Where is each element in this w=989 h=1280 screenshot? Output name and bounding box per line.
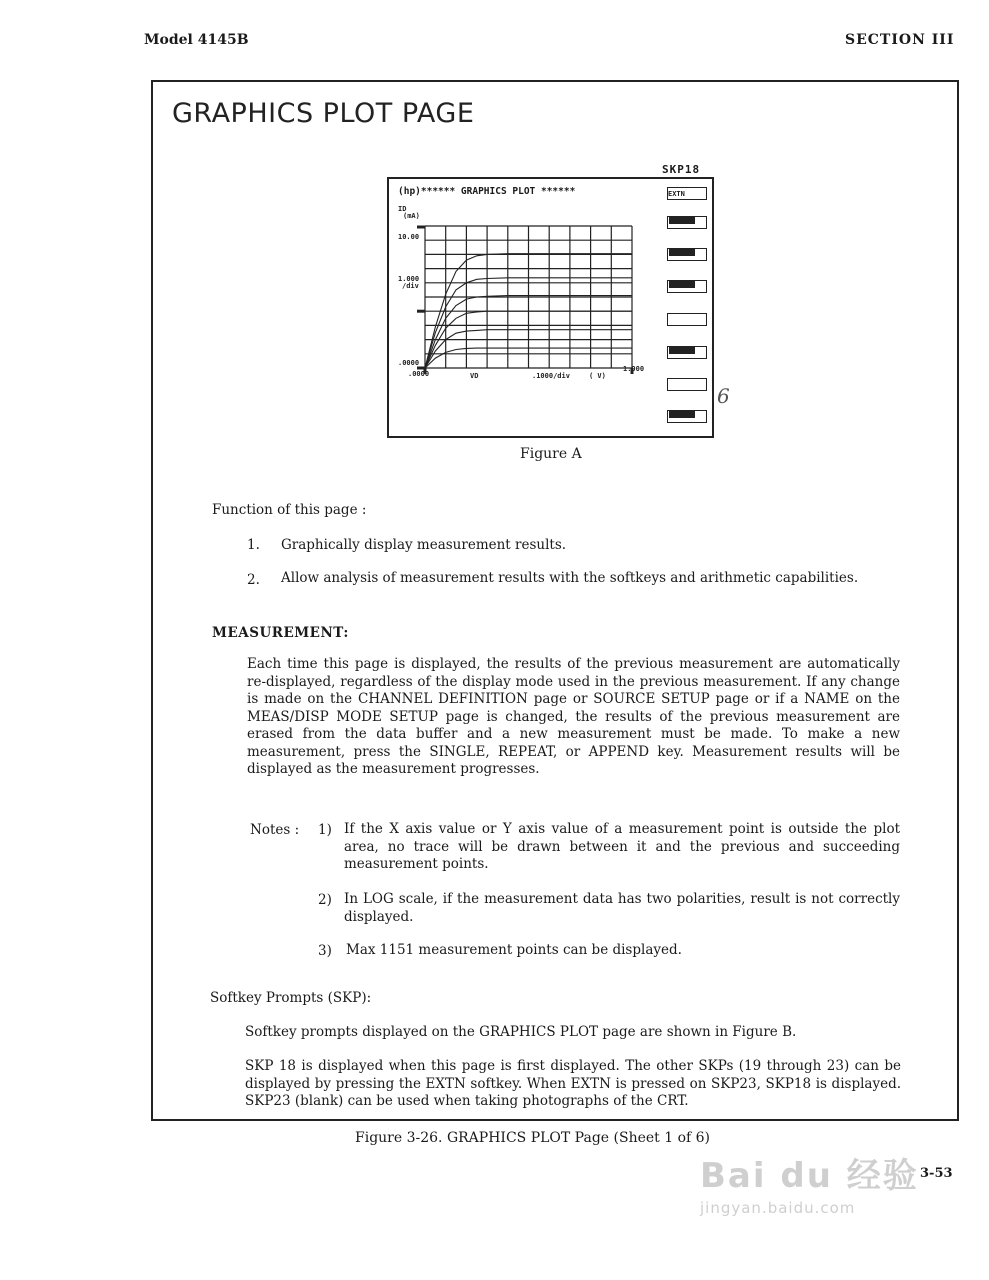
baidu-watermark [700, 1148, 919, 1217]
function-item-1-text: Graphically display measurement results. [281, 537, 567, 553]
y-axis-unit: (mA) [403, 212, 420, 220]
skp-label: SKP18 [662, 163, 701, 176]
softkey-8 [667, 410, 707, 423]
function-heading: Function of this page : [212, 502, 367, 518]
note-3-text: Max 1151 measurement points can be displayed. [346, 942, 682, 958]
note-2-text: In LOG scale, if the measurement data has two polarities, result is not correctly displayed. [344, 891, 900, 925]
page-title: GRAPHICS PLOT PAGE [172, 98, 475, 129]
softkey-6 [667, 346, 707, 359]
x-left-label: .0000 [408, 370, 430, 378]
function-item-1-num: 1. [247, 537, 260, 553]
y-top-label: 10.00 [398, 233, 420, 241]
softkey-prompts-heading: Softkey Prompts (SKP): [210, 990, 372, 1006]
function-item-2-num: 2. [247, 572, 260, 588]
measurement-body: Each time this page is displayed, the results of the previous measurement are automatically re-displayed, regardless of the display mode used in the previous measurement. If any change is made on the CHANNEL DEFINITION page or SOURCE SETUP page or if a NAME on the MEAS/DISP MODE SETUP page is changed, the results of the previous measurement are erased from the data buffer and a new measurement must be made. To make a new measurement, press the SINGLE, REPEAT, or APPEND key. Measurement results will be displayed as the measurement progresses. [247, 656, 900, 777]
header-model: Model 4145B [144, 32, 249, 48]
note-1-num: 1) [318, 822, 332, 838]
x-unit-label: ( V) [589, 372, 606, 380]
x-right-label: 1.000 [623, 365, 645, 373]
handwritten-mark: 6 [717, 384, 730, 408]
softkey-label-extn: EXTN [668, 190, 685, 198]
y-div-unit: /div [402, 282, 419, 290]
function-item-2-text: Allow analysis of measurement results with the softkeys and arithmetic capabilities. [281, 570, 859, 586]
watermark-line1: Bai du 经验 [700, 1156, 919, 1196]
graphics-plot-chart [395, 195, 657, 387]
figure-a-caption: Figure A [520, 446, 582, 462]
softkey-prompts-para1: Softkey prompts displayed on the GRAPHICS PLOT page are shown in Figure B. [245, 1024, 797, 1040]
softkey-5 [667, 313, 707, 326]
watermark-line2: jingyan.baidu.com [700, 1199, 856, 1217]
note-2-num: 2) [318, 892, 332, 908]
softkey-4 [667, 280, 707, 293]
y-axis-name: ID [398, 205, 407, 213]
y-bottom-label: .0000 [398, 359, 420, 367]
softkey-2 [667, 216, 707, 229]
notes-label: Notes : [250, 822, 300, 838]
note-1-text: If the X axis value or Y axis value of a measurement point is outside the plot area, no trace will be drawn between it and the previous and succeeding measurement points. [344, 821, 900, 872]
screen-title: (hp)****** GRAPHICS PLOT ****** [398, 186, 576, 197]
header-section: SECTION III [845, 32, 955, 48]
x-axis-name: VD [470, 372, 479, 380]
page-number: 3-53 [920, 1166, 953, 1181]
x-div-label: .1000/div [532, 372, 570, 380]
measurement-heading: MEASUREMENT: [212, 625, 349, 641]
softkey-3 [667, 248, 707, 261]
figure-caption: Figure 3-26. GRAPHICS PLOT Page (Sheet 1 of 6) [355, 1130, 711, 1146]
softkey-7 [667, 378, 707, 391]
note-3-num: 3) [318, 943, 332, 959]
softkey-prompts-para2: SKP 18 is displayed when this page is first displayed. The other SKPs (19 through 23) can be displayed by pressing the EXTN softkey. When EXTN is pressed on SKP23, SKP18 is displayed. SKP23 (blank) can be used when taking photographs of the CRT. [245, 1058, 901, 1109]
y-div-label: 1.000 [398, 275, 420, 283]
